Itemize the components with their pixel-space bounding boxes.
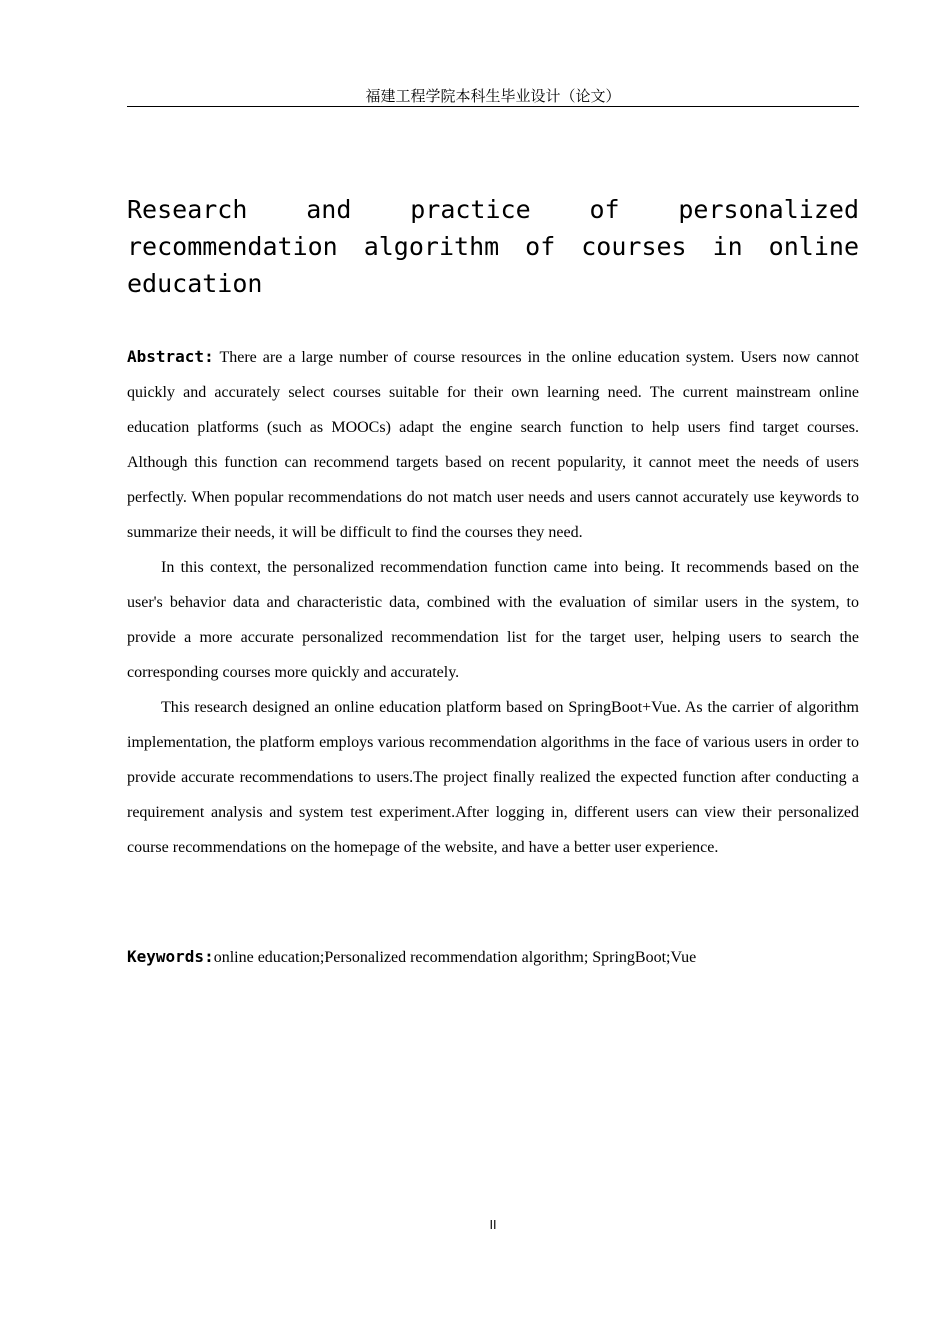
abstract-paragraph-3: This research designed an online education platform based on SpringBoot+Vue. As the carrier of algorithm implementation, the platform employs various recommendation algorithms in the face of various users in order to provide accurate recommendations to users.The project finally realized the expected function after conducting a requirement analysis and system test experiment.After logging in, different users can view their personalized course recommendations on the homepage of the website, and have a better user experience. (127, 699, 859, 856)
abstract-paragraph-2: In this context, the personalized recommendation function came into being. It recommends based on the user's behavior data and characteristic data, combined with the evaluation of similar users in the system, to provide a more accurate personalized recommendation list for the target user, helping users to search the corresponding courses more quickly and accurately. (127, 559, 859, 681)
abstract-paragraph-1-text: There are a large number of course resources in the online education system. Users now cannot quickly and accurately select courses suitable for their own learning need. The current mainstream online education platforms (such as MOOCs) adapt the engine search function to help users find target courses. Although this function can recommend targets based on recent popularity, it cannot meet the needs of users perfectly. When popular recommendations do not match user needs and users cannot accurately use keywords to summarize their needs, it will be difficult to find the courses they need. (127, 349, 859, 541)
keywords-section (127, 939, 859, 975)
page-number: II (489, 1218, 497, 1232)
abstract-paragraph-1 (127, 339, 859, 550)
abstract-label: Abstract: (127, 347, 214, 366)
keywords-text: online education;Personalized recommendation algorithm; SpringBoot;Vue (213, 949, 697, 966)
thesis-title: Research and practice of personalized recommendation algorithm of courses in online education (127, 195, 859, 298)
header-rule (127, 106, 859, 107)
keywords-label: Keywords: (127, 947, 214, 966)
running-header: 福建工程学院本科生毕业设计（论文） (365, 87, 621, 105)
abstract-section (127, 339, 859, 865)
